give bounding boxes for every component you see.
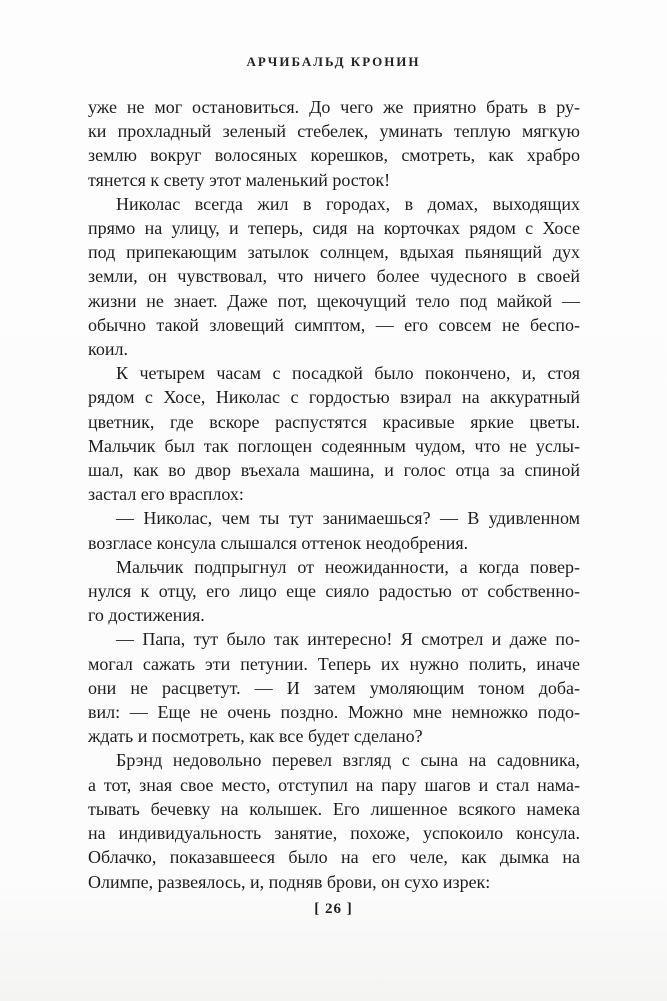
- paragraph: [88, 555, 580, 628]
- paragraph: [88, 361, 580, 506]
- text-line: Николас всегда жил в городах, в домах, выходящих: [116, 193, 580, 214]
- text-line: К четырем часам с посадкой было покончено, и, стоя: [116, 363, 580, 384]
- text-line: — Папа, тут было так интересно! Я смотрел и даже по-: [116, 629, 580, 650]
- page-number: [ 26 ]: [314, 901, 353, 917]
- text-line: застал его врасплох:: [88, 484, 244, 505]
- text-line: прямо на улицу, и теперь, сидя на корточках рядом с Хосе: [88, 218, 580, 239]
- text-line: Мальчик подпрыгнул от неожиданности, а когда повер-: [116, 556, 580, 577]
- text-line: под припекающим затылок солнцем, вдыхая пьянящий дух: [88, 242, 580, 263]
- text-line: тянется к свету этот маленький росток!: [88, 169, 391, 190]
- text-line: могал сажать эти петунии. Теперь их нужно полить, иначе: [88, 653, 580, 674]
- text-line: Облачко, показавшееся было на его челе, как дымка на: [88, 847, 580, 868]
- text-line: на индивидуальность занятие, похоже, успокоило консула.: [88, 823, 580, 844]
- text-line: они не расцветут. — И затем умоляющим тоном доба-: [88, 677, 580, 698]
- text-line: Мальчик был так поглощен содеянным чудом, что не услы-: [88, 435, 580, 456]
- paragraph: [88, 506, 580, 554]
- text-line: а тот, зная свое место, отступил на пару шагов и стал нама-: [88, 774, 580, 795]
- paragraph: [88, 627, 580, 748]
- text-line: уже не мог остановиться. До чего же приятно брать в ру-: [88, 97, 580, 117]
- text-line: шал, как во двор въехала машина, и голос отца за спиной: [88, 460, 580, 481]
- paragraph: [88, 95, 580, 192]
- paragraph: [88, 192, 580, 361]
- page-text: [88, 95, 580, 894]
- text-line: го достижения.: [88, 605, 205, 626]
- text-line: земли, он чувствовал, что ничего более чудесного в своей: [88, 266, 580, 287]
- text-line: ки прохладный зеленый стебелек, уминать теплую мягкую: [88, 121, 580, 142]
- running-header: АРЧИБАЛЬД КРОНИН: [246, 54, 421, 69]
- text-line: жизни не знает. Даже пот, щекочущий тело под майкой —: [88, 290, 580, 311]
- text-line: Брэнд недовольно перевел взгляд с сына на садовника,: [116, 750, 580, 771]
- text-line: обычно такой зловещий симптом, — его совсем не беспо-: [88, 314, 580, 335]
- text-line: рядом с Хосе, Николас с гордостью взирал на аккуратный: [88, 387, 580, 408]
- text-line: вил: — Еще не очень поздно. Можно мне немножко подо-: [88, 702, 580, 723]
- text-line: ждать и посмотреть, как все будет сделано?: [88, 726, 423, 747]
- text-line: коил.: [88, 339, 128, 360]
- text-line: тывать бечевку на колышек. Его лишенное всякого намека: [88, 798, 580, 819]
- text-line: Олимпе, развеялось, и, подняв брови, он сухо изрек:: [88, 871, 491, 892]
- text-line: нулся к отцу, его лицо еще сияло радостью от собственно-: [88, 581, 580, 602]
- text-line: возгласе консула слышался оттенок неодобрения.: [88, 532, 469, 553]
- paragraph: [88, 748, 580, 893]
- text-line: землю вокруг волосяных корешков, смотреть, как храбро: [88, 145, 580, 166]
- text-line: — Николас, чем ты тут занимаешься? — В удивленном: [116, 508, 580, 529]
- text-line: цветник, где вскоре распустятся красивые яркие цветы.: [88, 411, 580, 432]
